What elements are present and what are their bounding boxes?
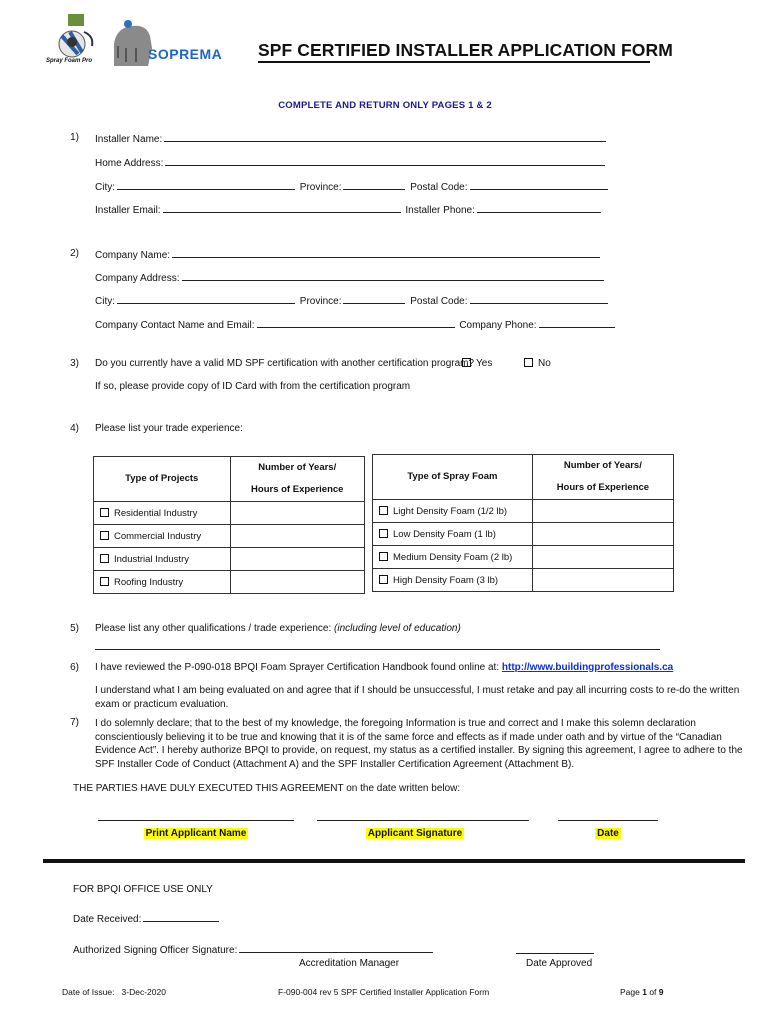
soprema-logo: [112, 18, 232, 70]
soprema-wordmark: SOPREMA: [148, 46, 223, 62]
table-header-row: [94, 457, 365, 502]
form-identifier: F-090-004 rev 5 SPF Certified Installer Application Form: [278, 987, 490, 997]
foam-type-cell[interactable]: [373, 569, 533, 592]
title-underline: [258, 61, 650, 63]
date-received-row: [73, 912, 221, 925]
table-row: [94, 525, 365, 548]
company-address-label: Company Address:: [95, 273, 180, 284]
qualifications-text: Please list any other qualifications / trade experience:: [95, 623, 332, 634]
roofing-checkbox[interactable]: [100, 577, 109, 586]
residential-checkbox[interactable]: [100, 508, 109, 517]
print-name-label: Print Applicant Name: [145, 828, 247, 839]
installer-name-field[interactable]: [164, 132, 606, 142]
projects-experience-table: [93, 456, 365, 594]
table-header-row: [373, 455, 674, 500]
low-density-checkbox[interactable]: [379, 529, 388, 538]
bpqi-website-link[interactable]: http://www.buildingprofessionals.ca: [501, 662, 674, 673]
accreditation-manager-label: Accreditation Manager: [299, 958, 400, 969]
medium-density-label: Medium Density Foam (2 lb): [393, 551, 513, 563]
table-row: [94, 548, 365, 571]
residential-label: Residential Industry: [114, 507, 198, 519]
logo1-caption: Spray Foam Pro: [46, 58, 93, 64]
declaration-line1: I do solemnly declare; that to the best of my knowledge, the foregoing Information is true and correct and I make this solemn declaration: [95, 718, 696, 729]
trade-experience-prompt: Please list your trade experience:: [95, 423, 243, 434]
table-row: [373, 546, 674, 569]
spray-foam-experience-table: [372, 454, 674, 592]
years-header-line2: Hours of Experience: [251, 484, 344, 495]
company-address-row: [95, 271, 606, 284]
page-indicator: [620, 987, 664, 997]
table-row: [94, 502, 365, 525]
foam-years-header-line1: Number of Years/: [563, 460, 642, 471]
industrial-checkbox[interactable]: [100, 554, 109, 563]
evaluation-line2: exam or practicum evaluation.: [95, 698, 229, 710]
province-label: Province:: [299, 182, 342, 193]
company-contact-field[interactable]: [257, 318, 455, 328]
light-density-label: Light Density Foam (1/2 lb): [393, 505, 508, 517]
roofing-label: Roofing Industry: [114, 576, 184, 588]
years-experience-header: [230, 457, 365, 502]
declaration-line2: conscientiously believing it to be true and knowing that it is of the same force and effects as if made under oath and by virtue of the “Canadian: [95, 731, 722, 743]
project-type-cell[interactable]: [94, 571, 231, 594]
home-address-field[interactable]: [165, 156, 605, 166]
years-cell[interactable]: [230, 525, 365, 548]
print-name-caption: [98, 828, 294, 839]
installer-name-label: Installer Name:: [95, 134, 163, 145]
foam-type-cell[interactable]: [373, 500, 533, 523]
section3-number: 3): [70, 358, 79, 369]
city-row-1: [95, 180, 610, 193]
page-number: 1: [642, 987, 647, 997]
installer-email-label: Installer Email:: [95, 205, 161, 216]
installer-phone-label: Installer Phone:: [405, 205, 475, 216]
table-row: [373, 500, 674, 523]
foam-years-cell[interactable]: [532, 523, 673, 546]
industrial-label: Industrial Industry: [114, 553, 189, 565]
date-approved-label: Date Approved: [526, 958, 593, 969]
qualifications-italic: (including level of education): [334, 623, 461, 634]
yes-option[interactable]: [462, 358, 492, 369]
no-checkbox[interactable]: [524, 358, 533, 367]
company-contact-label: Company Contact Name and Email:: [95, 320, 255, 331]
date-field[interactable]: [558, 820, 658, 821]
date-of-issue: Date of Issue: 3-Dec-2020: [62, 987, 166, 997]
project-type-cell[interactable]: [94, 502, 231, 525]
type-of-spray-foam-header: Type of Spray Foam: [373, 455, 533, 500]
province-field[interactable]: [343, 180, 405, 190]
auth-signature-label: Authorized Signing Officer Signature:: [73, 945, 238, 956]
evaluation-line1: I understand what I am being evaluated on and agree that if I should be unsuccessful, I must retake and pay all incurring costs to re-do the written: [95, 685, 740, 696]
postal-code-field[interactable]: [470, 180, 608, 190]
company-city-field[interactable]: [117, 294, 295, 304]
section2-number: 2): [70, 248, 79, 259]
id-card-note: If so, please provide copy of ID Card with from the certification program: [95, 381, 411, 392]
company-name-row: [95, 248, 602, 261]
installer-email-row: [95, 203, 603, 216]
spray-foam-pro-logo: [48, 14, 104, 70]
foam-years-header-line2: Hours of Experience: [556, 482, 650, 493]
company-postal-code-field[interactable]: [470, 294, 608, 304]
page-prefix: Page: [620, 987, 643, 997]
section4-number: 4): [70, 423, 79, 434]
project-type-cell[interactable]: [94, 548, 231, 571]
signature-field[interactable]: [317, 820, 529, 821]
years-header-line1: Number of Years/: [258, 462, 337, 473]
high-density-checkbox[interactable]: [379, 575, 388, 584]
table-row: [94, 571, 365, 594]
table-row: [373, 523, 674, 546]
form-title: SPF CERTIFIED INSTALLER APPLICATION FORM: [258, 40, 673, 60]
foam-years-cell[interactable]: [532, 569, 673, 592]
no-label: No: [538, 358, 551, 369]
handbook-statement: [95, 662, 673, 673]
company-address-field[interactable]: [182, 271, 604, 281]
foam-years-cell[interactable]: [532, 500, 673, 523]
foam-years-experience-header: [532, 455, 673, 500]
foam-type-cell[interactable]: [373, 546, 533, 569]
form-subtitle: COMPLETE AND RETURN ONLY PAGES 1 & 2: [278, 100, 492, 111]
installer-phone-field[interactable]: [477, 203, 601, 213]
print-name-field[interactable]: [98, 820, 294, 821]
years-cell[interactable]: [230, 502, 365, 525]
city-field[interactable]: [117, 180, 295, 190]
yes-label: Yes: [476, 358, 493, 369]
auth-signature-field[interactable]: [239, 943, 433, 953]
handbook-text: I have reviewed the P-090-018 BPQI Foam Sprayer Certification Handbook found online at:: [95, 662, 500, 673]
low-density-label: Low Density Foam (1 lb): [393, 528, 496, 540]
agreement-statement: THE PARTIES HAVE DULY EXECUTED THIS AGREEMENT on the date written below:: [73, 783, 461, 794]
page-total: 9: [658, 987, 664, 997]
office-use-heading: FOR BPQI OFFICE USE ONLY: [73, 884, 213, 895]
section6-number: 6): [70, 662, 79, 673]
date-received-field[interactable]: [143, 912, 219, 922]
auth-signature-row: [73, 943, 435, 956]
commercial-checkbox[interactable]: [100, 531, 109, 540]
years-cell[interactable]: [230, 548, 365, 571]
commercial-label: Commercial Industry: [114, 530, 202, 542]
yes-checkbox[interactable]: [462, 358, 471, 367]
page-of: of: [646, 987, 659, 997]
section5-number: 5): [70, 623, 79, 634]
company-province-field[interactable]: [343, 294, 405, 304]
signature-caption: [317, 828, 513, 839]
years-cell[interactable]: [230, 571, 365, 594]
certification-question: Do you currently have a valid MD SPF certification with another certification program?: [95, 358, 475, 369]
city-row-2: [95, 294, 610, 307]
section-divider: [43, 859, 745, 863]
qualifications-field[interactable]: [95, 649, 660, 650]
company-province-label: Province:: [299, 296, 342, 307]
postal-code-label: Postal Code:: [410, 182, 468, 193]
company-contact-row: [95, 318, 617, 331]
project-type-cell[interactable]: [94, 525, 231, 548]
high-density-label: High Density Foam (3 lb): [393, 574, 499, 586]
light-density-checkbox[interactable]: [379, 506, 388, 515]
company-name-field[interactable]: [172, 248, 600, 258]
type-of-projects-header: Type of Projects: [94, 457, 231, 502]
no-option[interactable]: [524, 358, 551, 369]
signature-label: Applicant Signature: [367, 828, 463, 839]
evaluation-paragraph: [95, 684, 740, 711]
home-address-label: Home Address:: [95, 158, 164, 169]
declaration-paragraph: [95, 717, 743, 771]
date-label: Date: [597, 828, 619, 839]
home-address-row: [95, 156, 607, 169]
company-name-label: Company Name:: [95, 250, 171, 261]
date-received-label: Date Received:: [73, 914, 142, 925]
date-caption: [558, 828, 658, 839]
medium-density-checkbox[interactable]: [379, 552, 388, 561]
company-phone-label: Company Phone:: [459, 320, 537, 331]
other-qualifications-label: [95, 623, 461, 634]
date-approved-field[interactable]: [516, 953, 594, 954]
table-row: [373, 569, 674, 592]
section1-number: 1): [70, 132, 79, 143]
foam-type-cell[interactable]: [373, 523, 533, 546]
city-label: City:: [95, 182, 115, 193]
declaration-line3: Evidence Act”. I hereby authorize BPQI to provide, on request, my status as a certified installer. By signing this agreement, I agree to adhere to the: [95, 745, 743, 756]
foam-years-cell[interactable]: [532, 546, 673, 569]
company-city-label: City:: [95, 296, 115, 307]
installer-email-field[interactable]: [163, 203, 401, 213]
company-postal-code-label: Postal Code:: [410, 296, 468, 307]
declaration-line4: SPF Installer Code of Conduct (Attachment A) and the SPF Installer Certification Agreement (Attachment B).: [95, 758, 575, 770]
installer-name-row: [95, 132, 608, 145]
company-phone-field[interactable]: [539, 318, 615, 328]
section7-number: 7): [70, 717, 79, 728]
